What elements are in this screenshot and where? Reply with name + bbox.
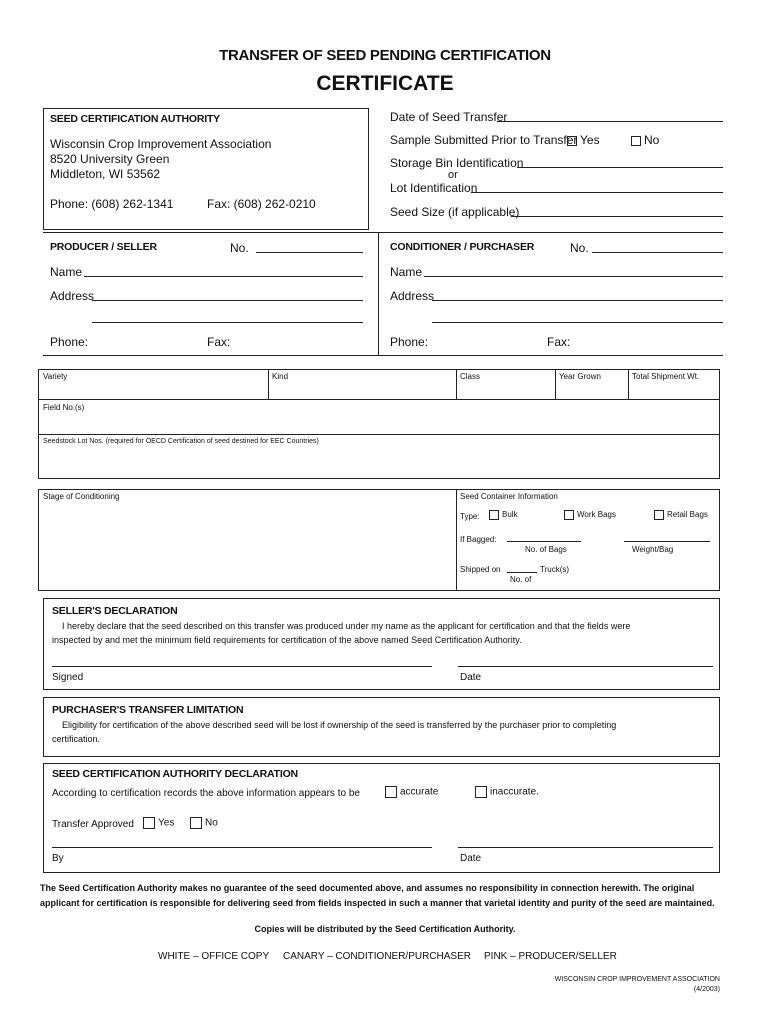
approved-yes-option[interactable] xyxy=(143,817,174,829)
white-copy-label: WHITE – OFFICE COPY xyxy=(158,951,270,962)
weight-per-bag-label: Weight/Bag xyxy=(632,545,674,554)
authority-date-field[interactable] xyxy=(458,847,713,848)
sample-no-label: No xyxy=(644,133,660,147)
purchaser-limitation-text-1: Eligibility for certification of the above described seed will be lost if ownership of the seed is transferred by the purchaser prior to completing xyxy=(62,720,617,730)
or-label: or xyxy=(448,169,458,181)
inaccurate-label: inaccurate. xyxy=(490,786,539,798)
purchaser-address-field[interactable] xyxy=(432,300,723,301)
inaccurate-checkbox[interactable] xyxy=(475,786,487,798)
shipped-on-label: Shipped on xyxy=(460,565,501,574)
work-bags-label: Work Bags xyxy=(577,510,616,520)
year-grown-label[interactable]: Year Grown xyxy=(559,372,601,381)
producer-heading: PRODUCER / SELLER xyxy=(50,241,157,253)
retail-bags-checkbox[interactable] xyxy=(654,510,664,520)
lot-id-field[interactable] xyxy=(471,192,723,193)
field-no-label[interactable]: Field No.(s) xyxy=(43,403,85,412)
disclaimer-line-2: applicant for certification is responsible for delivering seed from fields inspected in such a manner that varietal identity and purity of the seed are maintained. xyxy=(40,898,715,908)
table-col-divider xyxy=(268,369,269,399)
producer-address-field[interactable] xyxy=(92,300,363,301)
seedstock-label[interactable]: Seedstock Lot Nos. (required for OECD Certification of seed destined for EEC Countries) xyxy=(43,438,319,445)
authority-street: 8520 University Green xyxy=(50,152,170,166)
by-signature-field[interactable] xyxy=(52,847,432,848)
accurate-option[interactable] xyxy=(385,786,438,798)
accurate-label: accurate xyxy=(400,786,439,798)
authority-date-label: Date xyxy=(460,853,482,864)
no-of-bags-label: No. of Bags xyxy=(525,545,567,554)
approved-yes-checkbox[interactable] xyxy=(143,817,155,829)
sample-no-checkbox[interactable] xyxy=(631,136,641,146)
seller-date-label: Date xyxy=(460,672,482,683)
work-bags-option[interactable] xyxy=(564,510,616,520)
lot-id-label: Lot Identification xyxy=(390,181,478,195)
no-of-label: No. of xyxy=(510,575,532,584)
date-of-transfer-field[interactable] xyxy=(497,121,723,122)
producer-address-label: Address xyxy=(50,289,95,303)
form-subtitle: CERTIFICATE xyxy=(316,72,454,95)
shipped-on-field[interactable] xyxy=(507,572,537,573)
purchaser-fax-label: Fax: xyxy=(547,335,571,349)
form-title: TRANSFER OF SEED PENDING CERTIFICATION xyxy=(219,47,551,64)
inaccurate-option[interactable] xyxy=(475,786,539,798)
seed-table xyxy=(38,369,720,479)
producer-name-label: Name xyxy=(50,265,83,279)
authority-name: Wisconsin Crop Improvement Association xyxy=(50,137,272,151)
date-of-transfer-label: Date of Seed Transfer xyxy=(390,110,508,124)
purchaser-limitation-heading: PURCHASER'S TRANSFER LIMITATION xyxy=(52,704,244,716)
purchaser-no-label: No. xyxy=(570,241,589,255)
org-footer: WISCONSIN CROP IMPROVEMENT ASSOCIATION xyxy=(554,976,720,983)
seller-date-field[interactable] xyxy=(458,666,713,667)
seller-declaration-text-1: I hereby declare that the seed described on this transfer was produced under my name as the applicant for certification and that the fields were xyxy=(62,621,631,631)
revision-date: (4/2003) xyxy=(693,986,720,993)
bulk-checkbox[interactable] xyxy=(489,510,499,520)
producer-phone-label: Phone: xyxy=(50,335,89,349)
conditioning-divider xyxy=(456,489,457,591)
purchaser-address-label: Address xyxy=(390,289,435,303)
copies-note: Copies will be distributed by the Seed Certification Authority. xyxy=(254,924,516,934)
sample-yes-option[interactable] xyxy=(567,133,600,147)
section-divider xyxy=(43,232,723,233)
producer-fax-label: Fax: xyxy=(207,335,231,349)
purchaser-name-field[interactable] xyxy=(424,276,723,277)
retail-bags-option[interactable] xyxy=(654,510,708,520)
table-row-divider xyxy=(38,434,720,435)
bulk-label: Bulk xyxy=(502,510,518,520)
weight-per-bag-field[interactable] xyxy=(624,541,710,542)
producer-address-field-2[interactable] xyxy=(92,322,363,323)
trucks-label: Truck(s) xyxy=(540,565,570,574)
table-col-divider xyxy=(456,369,457,399)
class-label[interactable]: Class xyxy=(460,372,481,381)
canary-copy-label: CANARY – CONDITIONER/PURCHASER xyxy=(283,951,471,962)
authority-declaration-text: According to certification records the above information appears to be xyxy=(52,788,360,799)
total-shipment-label[interactable]: Total Shipment Wt. xyxy=(632,372,700,381)
no-of-bags-field[interactable] xyxy=(507,541,581,542)
approved-no-option[interactable] xyxy=(190,817,218,829)
sample-yes-checkbox[interactable] xyxy=(567,136,577,146)
work-bags-checkbox[interactable] xyxy=(564,510,574,520)
bulk-option[interactable] xyxy=(489,510,518,520)
disclaimer-line-1: The Seed Certification Authority makes no guarantee of the seed documented above, and assumes no responsibility in connection herewith. The original xyxy=(40,883,695,893)
accurate-checkbox[interactable] xyxy=(385,786,397,798)
sample-yes-label: Yes xyxy=(580,133,600,147)
purchaser-name-label: Name xyxy=(390,265,423,279)
signed-label: Signed xyxy=(52,672,84,683)
container-info-label: Seed Container Information xyxy=(460,492,558,501)
variety-label[interactable]: Variety xyxy=(43,372,68,381)
type-label: Type: xyxy=(460,512,480,521)
authority-heading: SEED CERTIFICATION AUTHORITY xyxy=(50,113,220,125)
purchaser-no-field[interactable] xyxy=(592,252,723,253)
producer-purchaser-divider xyxy=(378,232,379,356)
authority-declaration-heading: SEED CERTIFICATION AUTHORITY DECLARATION xyxy=(52,768,298,780)
seed-size-label: Seed Size (if applicable) xyxy=(390,205,520,219)
kind-label[interactable]: Kind xyxy=(272,372,289,381)
pink-copy-label: PINK – PRODUCER/SELLER xyxy=(484,951,617,962)
purchaser-address-field-2[interactable] xyxy=(432,322,723,323)
authority-phone: Phone: (608) 262-1341 xyxy=(50,197,174,211)
authority-city: Middleton, WI 53562 xyxy=(50,167,161,181)
conditioning-box xyxy=(38,489,720,591)
approved-yes-label: Yes xyxy=(158,817,175,829)
by-label: By xyxy=(52,853,64,864)
producer-no-field[interactable] xyxy=(256,252,363,253)
signature-field[interactable] xyxy=(52,666,432,667)
approved-no-checkbox[interactable] xyxy=(190,817,202,829)
section-divider xyxy=(43,355,723,356)
storage-bin-field[interactable] xyxy=(517,167,723,168)
if-bagged-label: If Bagged: xyxy=(460,535,497,544)
sample-submitted-label: Sample Submitted Prior to Transfer xyxy=(390,133,578,147)
transfer-approved-label: Transfer Approved xyxy=(52,819,134,830)
sample-no-option[interactable] xyxy=(631,133,659,147)
authority-fax: Fax: (608) 262-0210 xyxy=(207,197,316,211)
purchaser-heading: CONDITIONER / PURCHASER xyxy=(390,241,535,253)
purchaser-limitation-text-2: certification. xyxy=(52,734,101,744)
table-col-divider xyxy=(628,369,629,399)
stage-of-conditioning-label[interactable]: Stage of Conditioning xyxy=(43,492,120,501)
retail-bags-label: Retail Bags xyxy=(667,510,708,520)
producer-no-label: No. xyxy=(230,241,249,255)
purchaser-phone-label: Phone: xyxy=(390,335,429,349)
producer-name-field[interactable] xyxy=(84,276,363,277)
seed-size-field[interactable] xyxy=(511,216,723,217)
seller-declaration-heading: SELLER'S DECLARATION xyxy=(52,605,178,617)
approved-no-label: No xyxy=(205,817,218,829)
storage-bin-label: Storage Bin Identification xyxy=(390,156,524,170)
table-col-divider xyxy=(555,369,556,399)
table-row-divider xyxy=(38,399,720,400)
seller-declaration-text-2: inspected by and met the minimum field requirements for certification of the above named Seed Certification Authority. xyxy=(52,635,522,645)
